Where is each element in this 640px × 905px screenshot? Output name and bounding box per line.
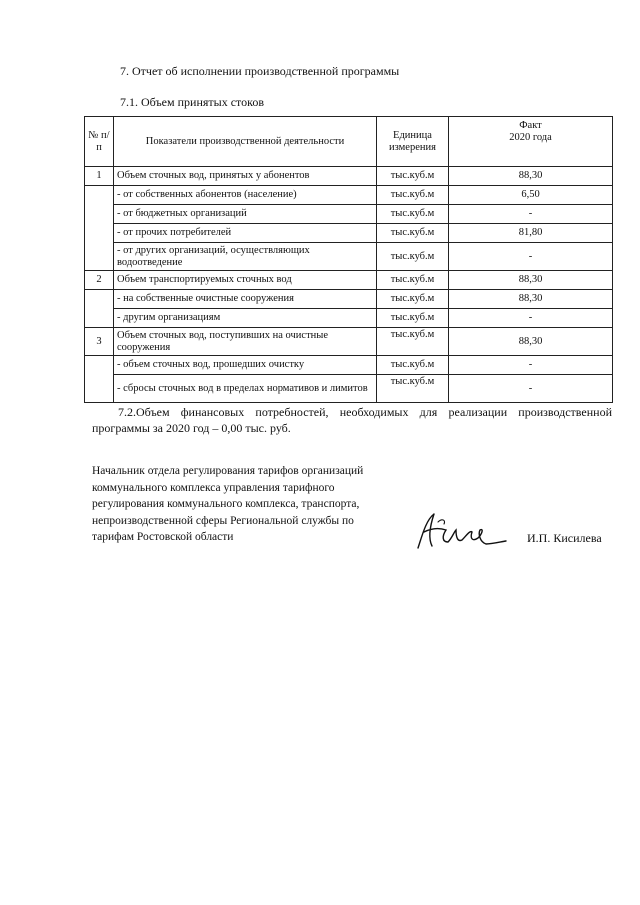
cell-unit: тыс.куб.м <box>377 167 449 186</box>
table-row <box>85 224 613 243</box>
cell-unit: тыс.куб.м <box>377 271 449 290</box>
header-fact <box>449 117 613 167</box>
cell-indicator: - от бюджетных организаций <box>114 205 377 224</box>
cell-value: 88,30 <box>449 328 613 356</box>
cell-value: 6,50 <box>449 186 613 205</box>
section-title: 7. Отчет об исполнении производственной программы <box>120 64 400 78</box>
table-row <box>85 356 613 375</box>
cell-unit: тыс.куб.м <box>377 375 449 403</box>
cell-unit: тыс.куб.м <box>377 328 449 356</box>
cell-value: - <box>449 243 613 271</box>
cell-value: - <box>449 375 613 403</box>
header-fact-line2: 2020 года <box>509 132 552 143</box>
cell-unit: тыс.куб.м <box>377 309 449 328</box>
cell-indicator: - на собственные очистные сооружения <box>114 290 377 309</box>
header-unit <box>377 117 449 167</box>
header-unit-line1: Единица <box>393 129 432 141</box>
table-row <box>85 243 613 271</box>
report-table <box>84 116 613 403</box>
cell-indicator: - другим организациям <box>114 309 377 328</box>
table-row <box>85 375 613 403</box>
cell-unit: тыс.куб.м <box>377 224 449 243</box>
signatory-title <box>92 463 412 546</box>
signatory-title-line: регулирования коммунального комплекса, транспорта, <box>92 498 360 510</box>
cell-num: 2 <box>85 271 114 290</box>
table-row <box>85 328 613 356</box>
cell-indicator: - от собственных абонентов (население) <box>114 186 377 205</box>
cell-indicator: - от других организаций, осуществляющих водоотведение <box>114 243 377 271</box>
cell-num: 3 <box>85 328 114 356</box>
cell-indicator: Объем сточных вод, принятых у абонентов <box>114 167 377 186</box>
header-fact-line1: Факт <box>519 120 542 131</box>
signatory-title-line: Начальник отдела регулирования тарифов организаций <box>92 465 364 477</box>
section-subtitle: 7.1. Объем принятых стоков <box>120 95 264 109</box>
signatory-title-line: коммунального комплекса управления тарифного <box>92 481 335 494</box>
cell-value: 88,30 <box>449 167 613 186</box>
cell-unit: тыс.куб.м <box>377 205 449 224</box>
cell-value: - <box>449 205 613 224</box>
cell-unit: тыс.куб.м <box>377 356 449 375</box>
cell-indicator: - объем сточных вод, прошедших очистку <box>114 356 377 375</box>
signatory-title-line: непроизводственной сферы Региональной службы по <box>92 514 354 527</box>
cell-indicator: - от прочих потребителей <box>114 224 377 243</box>
header-unit-line2: измерения <box>389 141 436 153</box>
header-num: № п/п <box>85 117 114 167</box>
handwritten-signature <box>412 508 508 552</box>
cell-value: - <box>449 356 613 375</box>
cell-unit: тыс.куб.м <box>377 186 449 205</box>
cell-unit: тыс.куб.м <box>377 290 449 309</box>
table-row <box>85 186 613 205</box>
cell-indicator: - сбросы сточных вод в пределах нормативов и лимитов <box>114 375 377 403</box>
cell-num-group <box>85 186 114 271</box>
table-row <box>85 167 613 186</box>
cell-indicator: Объем транспортируемых сточных вод <box>114 271 377 290</box>
cell-num: 1 <box>85 167 114 186</box>
cell-value: - <box>449 309 613 328</box>
cell-num-group <box>85 290 114 328</box>
cell-value: 81,80 <box>449 224 613 243</box>
header-indicator: Показатели производственной деятельности <box>114 117 377 167</box>
cell-value: 88,30 <box>449 271 613 290</box>
table-header-row <box>85 117 613 167</box>
table-row <box>85 271 613 290</box>
cell-value: 88,30 <box>449 290 613 309</box>
cell-num-group <box>85 356 114 403</box>
table-row <box>85 290 613 309</box>
signatory-name: И.П. Кисилева <box>527 531 602 545</box>
table-row <box>85 205 613 224</box>
table-row <box>85 309 613 328</box>
finance-note: 7.2.Объем финансовых потребностей, необходимых для реализации производственной программы за 2020 год – 0,00 тыс. руб. <box>92 405 612 435</box>
cell-unit: тыс.куб.м <box>377 243 449 271</box>
cell-indicator: Объем сточных вод, поступивших на очистные сооружения <box>114 328 377 356</box>
signatory-title-line: тарифам Ростовской области <box>92 531 234 543</box>
